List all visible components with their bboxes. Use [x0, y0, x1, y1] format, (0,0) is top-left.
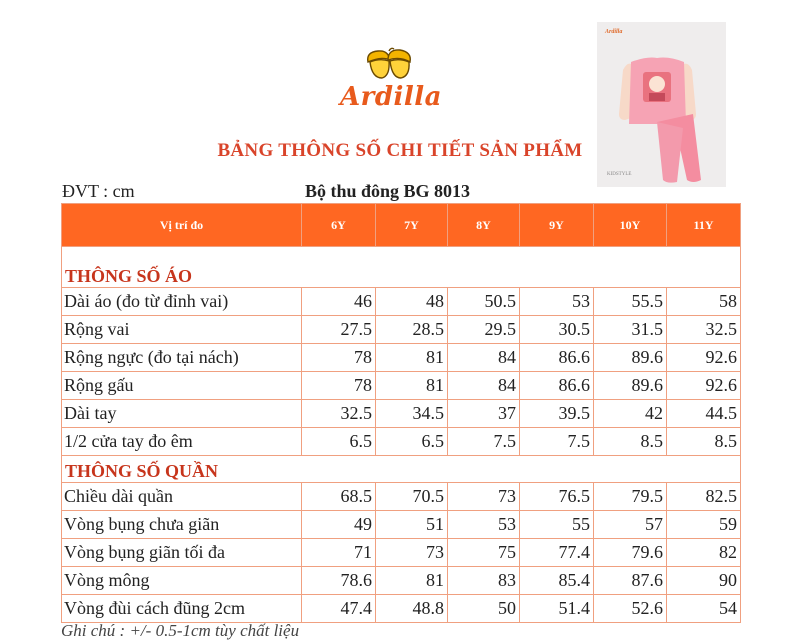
- measure-value: 31.5: [594, 316, 667, 344]
- section-row: [62, 456, 741, 483]
- table-row: [62, 400, 741, 428]
- header-size: 7Y: [376, 204, 448, 247]
- measure-value: 78.6: [302, 567, 376, 595]
- measure-value: 37: [448, 400, 520, 428]
- section-title: THÔNG SỐ ÁO: [62, 261, 741, 288]
- measure-value: 53: [448, 511, 520, 539]
- photo-tag: KIDSTYLE: [607, 172, 632, 177]
- header-size: 8Y: [448, 204, 520, 247]
- header-size: 11Y: [667, 204, 741, 247]
- header-size: 6Y: [302, 204, 376, 247]
- measure-value: 78: [302, 372, 376, 400]
- measure-value: 82.5: [667, 483, 741, 511]
- brand-logo: [336, 44, 446, 114]
- measure-value: 46: [302, 288, 376, 316]
- measure-value: 39.5: [520, 400, 594, 428]
- measure-value: 92.6: [667, 344, 741, 372]
- header-size: 9Y: [520, 204, 594, 247]
- measure-value: 47.4: [302, 595, 376, 623]
- measure-value: 8.5: [667, 428, 741, 456]
- measure-value: 87.6: [594, 567, 667, 595]
- measure-value: 68.5: [302, 483, 376, 511]
- measure-label: Rộng vai: [62, 316, 302, 344]
- brand-name: Ardilla: [339, 82, 443, 112]
- spacer-row: [62, 247, 741, 262]
- table-row: [62, 372, 741, 400]
- measure-value: 8.5: [594, 428, 667, 456]
- measure-value: 52.6: [594, 595, 667, 623]
- footnote: Ghi chú : +/- 0.5-1cm tùy chất liệu: [61, 621, 300, 640]
- measure-value: 86.6: [520, 344, 594, 372]
- measure-value: 42: [594, 400, 667, 428]
- measure-value: 51: [376, 511, 448, 539]
- section-row: [62, 261, 741, 288]
- measure-value: 48: [376, 288, 448, 316]
- measure-label: Dài tay: [62, 400, 302, 428]
- product-name: Bộ thu đông BG 8013: [305, 181, 471, 201]
- size-table: [61, 203, 741, 623]
- table-row: [62, 316, 741, 344]
- measure-label: Rộng gấu: [62, 372, 302, 400]
- page-title: BẢNG THÔNG SỐ CHI TIẾT SẢN PHẨM: [217, 140, 583, 161]
- measure-value: 29.5: [448, 316, 520, 344]
- measure-value: 44.5: [667, 400, 741, 428]
- measure-value: 84: [448, 372, 520, 400]
- spacer-cell: [62, 247, 741, 262]
- measure-value: 89.6: [594, 372, 667, 400]
- product-photo: [597, 22, 726, 187]
- measure-value: 81: [376, 344, 448, 372]
- measure-value: 79.6: [594, 539, 667, 567]
- measure-label: Rộng ngực (đo tại nách): [62, 344, 302, 372]
- measure-value: 50.5: [448, 288, 520, 316]
- measure-value: 32.5: [667, 316, 741, 344]
- measure-value: 89.6: [594, 344, 667, 372]
- measure-value: 79.5: [594, 483, 667, 511]
- measure-value: 86.6: [520, 372, 594, 400]
- measure-value: 90: [667, 567, 741, 595]
- header-size: 10Y: [594, 204, 667, 247]
- measure-value: 6.5: [376, 428, 448, 456]
- measure-value: 7.5: [520, 428, 594, 456]
- pajama-set-image: [597, 22, 726, 187]
- measure-value: 92.6: [667, 372, 741, 400]
- measure-value: 83: [448, 567, 520, 595]
- measure-value: 55: [520, 511, 594, 539]
- measure-label: Dài áo (đo từ đỉnh vai): [62, 288, 302, 316]
- measure-value: 49: [302, 511, 376, 539]
- measure-value: 28.5: [376, 316, 448, 344]
- measure-value: 27.5: [302, 316, 376, 344]
- measure-label: Vòng bụng chưa giãn: [62, 511, 302, 539]
- measure-value: 73: [448, 483, 520, 511]
- measure-value: 51.4: [520, 595, 594, 623]
- measure-value: 53: [520, 288, 594, 316]
- measure-value: 78: [302, 344, 376, 372]
- table-row: [62, 567, 741, 595]
- measure-value: 55.5: [594, 288, 667, 316]
- measure-label: Vòng đùi cách đũng 2cm: [62, 595, 302, 623]
- measure-value: 85.4: [520, 567, 594, 595]
- table-row: [62, 344, 741, 372]
- measure-value: 50: [448, 595, 520, 623]
- section-title: THÔNG SỐ QUẦN: [62, 456, 741, 483]
- measure-value: 81: [376, 372, 448, 400]
- measure-value: 71: [302, 539, 376, 567]
- measure-value: 34.5: [376, 400, 448, 428]
- table-row: [62, 288, 741, 316]
- unit-label: ĐVT : cm: [62, 181, 135, 201]
- measure-label: Vòng bụng giãn tối đa: [62, 539, 302, 567]
- measure-label: Vòng mông: [62, 567, 302, 595]
- table-row: [62, 483, 741, 511]
- measure-value: 77.4: [520, 539, 594, 567]
- measure-value: 6.5: [302, 428, 376, 456]
- measure-value: 76.5: [520, 483, 594, 511]
- measure-value: 58: [667, 288, 741, 316]
- photo-brand-text: Ardilla: [605, 29, 623, 35]
- measure-value: 32.5: [302, 400, 376, 428]
- table-row: [62, 428, 741, 456]
- measure-value: 70.5: [376, 483, 448, 511]
- measure-label: 1/2 cửa tay đo êm: [62, 428, 302, 456]
- table-row: [62, 595, 741, 623]
- table-row: [62, 539, 741, 567]
- measure-value: 84: [448, 344, 520, 372]
- measure-label: Chiều dài quần: [62, 483, 302, 511]
- measure-value: 59: [667, 511, 741, 539]
- measure-value: 57: [594, 511, 667, 539]
- header-position: Vị trí đo: [62, 204, 302, 247]
- table-header-row: [62, 204, 741, 247]
- table-row: [62, 511, 741, 539]
- measure-value: 81: [376, 567, 448, 595]
- measure-value: 48.8: [376, 595, 448, 623]
- measure-value: 82: [667, 539, 741, 567]
- measure-value: 73: [376, 539, 448, 567]
- measure-value: 7.5: [448, 428, 520, 456]
- acorn-icon: [336, 44, 446, 84]
- measure-value: 75: [448, 539, 520, 567]
- measure-value: 54: [667, 595, 741, 623]
- measure-value: 30.5: [520, 316, 594, 344]
